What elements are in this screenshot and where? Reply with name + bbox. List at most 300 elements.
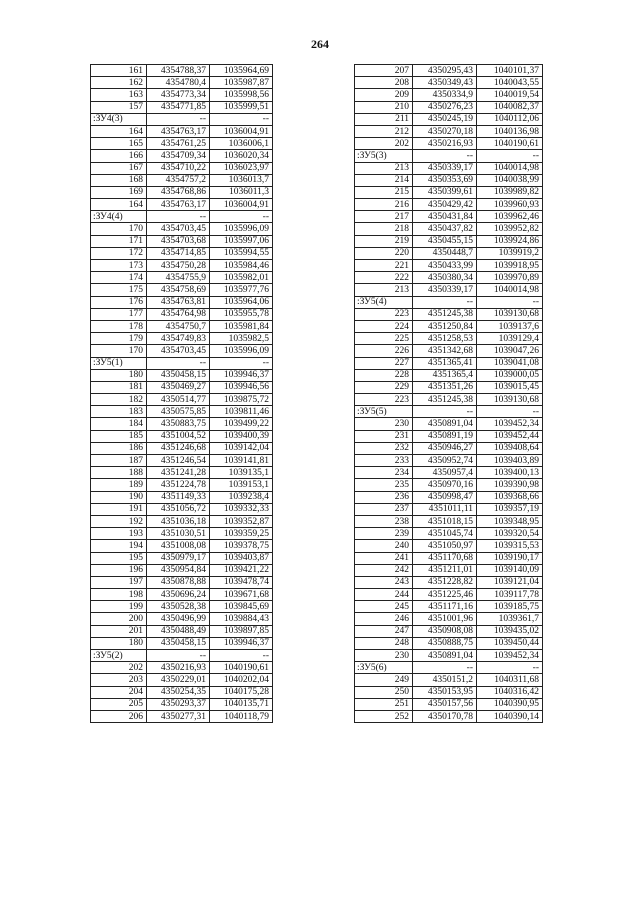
table-row — [91, 272, 273, 284]
table-row — [91, 223, 273, 235]
coordinate-x-cell: 4350431,84 — [413, 211, 477, 223]
coordinate-y-cell: -- — [210, 113, 273, 125]
table-row — [91, 686, 273, 698]
point-number-cell: 230 — [355, 418, 413, 430]
point-number-cell: 180 — [91, 637, 147, 649]
coordinate-y-cell: 1040202,04 — [210, 674, 273, 686]
table-row — [91, 89, 273, 101]
table-row — [355, 101, 543, 113]
coordinate-x-cell: 4351245,38 — [413, 394, 477, 406]
coordinate-x-cell: 4350883,75 — [147, 418, 210, 430]
coordinate-x-cell: -- — [147, 357, 210, 369]
coordinate-y-cell: 1039352,87 — [210, 515, 273, 527]
point-number-cell: 244 — [355, 589, 413, 601]
coordinate-x-cell: 4350339,17 — [413, 284, 477, 296]
point-number-cell: 196 — [91, 564, 147, 576]
coordinate-x-cell: 4354771,85 — [147, 101, 210, 113]
coordinate-y-cell: 1039403,89 — [477, 455, 543, 467]
parcel-label-cell: :ЗУ5(5) — [355, 406, 413, 418]
point-number-cell: 178 — [91, 320, 147, 332]
table-row — [91, 284, 273, 296]
table-row — [355, 394, 543, 406]
point-number-cell: 188 — [91, 467, 147, 479]
table-row — [91, 381, 273, 393]
coordinates-table-right-body — [355, 65, 543, 723]
section-header-row — [91, 113, 273, 125]
coordinate-x-cell: 4350437,82 — [413, 223, 477, 235]
table-row — [91, 564, 273, 576]
coordinate-y-cell: 1039378,75 — [210, 540, 273, 552]
coordinate-x-cell: 4350455,15 — [413, 235, 477, 247]
coordinate-y-cell: 1040390,14 — [477, 710, 543, 722]
table-row — [91, 479, 273, 491]
point-number-cell: 199 — [91, 601, 147, 613]
point-number-cell: 221 — [355, 260, 413, 272]
coordinate-y-cell: 1039897,85 — [210, 625, 273, 637]
coordinate-x-cell: 4350458,15 — [147, 369, 210, 381]
coordinate-y-cell: 1040038,99 — [477, 174, 543, 186]
point-number-cell: 168 — [91, 174, 147, 186]
point-number-cell: 216 — [355, 199, 413, 211]
point-number-cell: 163 — [91, 89, 147, 101]
point-number-cell: 175 — [91, 284, 147, 296]
point-number-cell: 239 — [355, 528, 413, 540]
table-row — [91, 308, 273, 320]
coordinate-x-cell: 4350270,18 — [413, 125, 477, 137]
coordinate-x-cell: 4350353,69 — [413, 174, 477, 186]
table-row — [355, 491, 543, 503]
coordinate-x-cell: 4354755,9 — [147, 272, 210, 284]
point-number-cell: 224 — [355, 320, 413, 332]
point-number-cell: 166 — [91, 150, 147, 162]
coordinate-x-cell: 4351170,68 — [413, 552, 477, 564]
coordinate-y-cell: 1039238,4 — [210, 491, 273, 503]
coordinate-y-cell: 1039047,26 — [477, 345, 543, 357]
point-number-cell: 252 — [355, 710, 413, 722]
coordinate-y-cell: 1039390,98 — [477, 479, 543, 491]
table-row — [355, 540, 543, 552]
table-row — [355, 77, 543, 89]
coordinate-y-cell: 1040136,98 — [477, 125, 543, 137]
point-number-cell: 246 — [355, 613, 413, 625]
table-row — [91, 369, 273, 381]
point-number-cell: 243 — [355, 576, 413, 588]
coordinate-x-cell: 4351258,53 — [413, 333, 477, 345]
coordinate-y-cell: 1040311,68 — [477, 674, 543, 686]
coordinate-y-cell: 1036004,91 — [210, 199, 273, 211]
coordinate-x-cell: 4350458,15 — [147, 637, 210, 649]
coordinate-x-cell: 4350153,95 — [413, 686, 477, 698]
table-row — [355, 199, 543, 211]
table-row — [91, 333, 273, 345]
coordinate-y-cell: 1039135,1 — [210, 467, 273, 479]
coordinate-x-cell: 4350216,93 — [413, 138, 477, 150]
coordinate-x-cell: 4350380,34 — [413, 272, 477, 284]
table-row — [91, 199, 273, 211]
coordinate-x-cell: 4351365,4 — [413, 369, 477, 381]
point-number-cell: 206 — [91, 710, 147, 722]
table-row — [355, 589, 543, 601]
coordinate-x-cell: -- — [147, 211, 210, 223]
table-row — [355, 552, 543, 564]
table-row — [91, 540, 273, 552]
point-number-cell: 226 — [355, 345, 413, 357]
coordinate-y-cell: 1035964,69 — [210, 65, 273, 77]
point-number-cell: 170 — [91, 345, 147, 357]
table-row — [355, 186, 543, 198]
table-row — [91, 394, 273, 406]
parcel-label-cell: :ЗУ5(4) — [355, 296, 413, 308]
coordinate-x-cell: -- — [413, 296, 477, 308]
table-row — [91, 260, 273, 272]
table-row — [355, 357, 543, 369]
coordinate-x-cell: 4350151,2 — [413, 674, 477, 686]
table-row — [355, 442, 543, 454]
coordinate-y-cell: 1039960,93 — [477, 199, 543, 211]
point-number-cell: 231 — [355, 430, 413, 442]
point-number-cell: 172 — [91, 247, 147, 259]
coordinate-y-cell: 1039320,54 — [477, 528, 543, 540]
table-row — [355, 138, 543, 150]
table-row — [355, 113, 543, 125]
coordinate-x-cell: 4350245,19 — [413, 113, 477, 125]
table-row — [91, 77, 273, 89]
coordinate-y-cell: 1039952,82 — [477, 223, 543, 235]
coordinate-y-cell: -- — [477, 662, 543, 674]
point-number-cell: 247 — [355, 625, 413, 637]
table-row — [91, 710, 273, 722]
coordinate-y-cell: 1040118,79 — [210, 710, 273, 722]
point-number-cell: 230 — [355, 650, 413, 662]
coordinate-x-cell: 4350469,27 — [147, 381, 210, 393]
table-row — [91, 625, 273, 637]
coordinate-y-cell: 1039450,44 — [477, 637, 543, 649]
coordinate-x-cell: 4350334,9 — [413, 89, 477, 101]
coordinate-x-cell: 4350970,16 — [413, 479, 477, 491]
table-row — [355, 564, 543, 576]
point-number-cell: 182 — [91, 394, 147, 406]
coordinate-x-cell: 4354709,34 — [147, 150, 210, 162]
table-row — [355, 162, 543, 174]
point-number-cell: 222 — [355, 272, 413, 284]
table-row — [355, 503, 543, 515]
table-row — [355, 345, 543, 357]
point-number-cell: 193 — [91, 528, 147, 540]
parcel-label-cell: :ЗУ5(6) — [355, 662, 413, 674]
coordinate-x-cell: 4350954,84 — [147, 564, 210, 576]
coordinate-y-cell: 1040316,42 — [477, 686, 543, 698]
coordinate-x-cell: 4351056,72 — [147, 503, 210, 515]
point-number-cell: 157 — [91, 101, 147, 113]
coordinate-y-cell: 1035996,09 — [210, 223, 273, 235]
table-row — [91, 101, 273, 113]
table-row — [355, 686, 543, 698]
table-row — [91, 503, 273, 515]
coordinate-y-cell: 1039671,68 — [210, 589, 273, 601]
coordinate-x-cell: 4351250,84 — [413, 320, 477, 332]
coordinate-x-cell: 4350891,19 — [413, 430, 477, 442]
coordinate-y-cell: 1039400,13 — [477, 467, 543, 479]
coordinate-y-cell: 1036006,1 — [210, 138, 273, 150]
table-row — [355, 576, 543, 588]
coordinate-x-cell: 4351001,96 — [413, 613, 477, 625]
coordinate-y-cell: 1039361,7 — [477, 613, 543, 625]
table-row — [91, 345, 273, 357]
table-row — [355, 174, 543, 186]
point-number-cell: 201 — [91, 625, 147, 637]
point-number-cell: 190 — [91, 491, 147, 503]
point-number-cell: 235 — [355, 479, 413, 491]
table-row — [91, 528, 273, 540]
table-row — [91, 296, 273, 308]
table-row — [355, 369, 543, 381]
point-number-cell: 219 — [355, 235, 413, 247]
coordinate-y-cell: 1035981,84 — [210, 320, 273, 332]
point-number-cell: 223 — [355, 394, 413, 406]
point-number-cell: 195 — [91, 552, 147, 564]
point-number-cell: 192 — [91, 515, 147, 527]
coordinate-x-cell: 4351342,68 — [413, 345, 477, 357]
point-number-cell: 225 — [355, 333, 413, 345]
parcel-label-cell: :ЗУ5(2) — [91, 650, 147, 662]
coordinate-x-cell: 4354750,7 — [147, 320, 210, 332]
table-row — [91, 455, 273, 467]
coordinate-x-cell: -- — [147, 113, 210, 125]
table-row — [355, 698, 543, 710]
section-header-row — [355, 296, 543, 308]
point-number-cell: 198 — [91, 589, 147, 601]
table-row — [91, 491, 273, 503]
section-header-row — [91, 357, 273, 369]
point-number-cell: 229 — [355, 381, 413, 393]
point-number-cell: 250 — [355, 686, 413, 698]
coordinate-x-cell: 4350276,23 — [413, 101, 477, 113]
coordinate-y-cell: 1039137,6 — [477, 320, 543, 332]
coordinate-y-cell: 1039153,1 — [210, 479, 273, 491]
coordinate-y-cell: 1039140,09 — [477, 564, 543, 576]
coordinate-x-cell: 4351246,54 — [147, 455, 210, 467]
point-number-cell: 200 — [91, 613, 147, 625]
point-number-cell: 214 — [355, 174, 413, 186]
table-row — [91, 138, 273, 150]
section-header-row — [355, 150, 543, 162]
coordinate-y-cell: 1040014,98 — [477, 284, 543, 296]
coordinate-y-cell: 1040019,54 — [477, 89, 543, 101]
point-number-cell: 213 — [355, 284, 413, 296]
point-number-cell: 205 — [91, 698, 147, 710]
coordinate-x-cell: 4350293,37 — [147, 698, 210, 710]
coordinate-x-cell: 4350952,74 — [413, 455, 477, 467]
coordinate-x-cell: 4351045,74 — [413, 528, 477, 540]
point-number-cell: 165 — [91, 138, 147, 150]
point-number-cell: 223 — [355, 308, 413, 320]
coordinate-y-cell: 1039919,2 — [477, 247, 543, 259]
table-row — [91, 467, 273, 479]
coordinate-y-cell: 1040101,37 — [477, 65, 543, 77]
coordinates-table-left — [90, 64, 273, 723]
coordinate-y-cell: 1039989,82 — [477, 186, 543, 198]
table-row — [355, 625, 543, 637]
parcel-label-cell: :ЗУ5(1) — [91, 357, 147, 369]
point-number-cell: 236 — [355, 491, 413, 503]
table-row — [355, 515, 543, 527]
table-row — [91, 662, 273, 674]
coordinate-x-cell: 4354714,85 — [147, 247, 210, 259]
coordinate-y-cell: 1039130,68 — [477, 308, 543, 320]
table-row — [355, 613, 543, 625]
point-number-cell: 167 — [91, 162, 147, 174]
coordinate-y-cell: 1039452,44 — [477, 430, 543, 442]
coordinate-x-cell: -- — [413, 662, 477, 674]
coordinate-y-cell: 1039015,45 — [477, 381, 543, 393]
coordinate-y-cell: -- — [210, 211, 273, 223]
point-number-cell: 191 — [91, 503, 147, 515]
table-row — [355, 528, 543, 540]
point-number-cell: 179 — [91, 333, 147, 345]
coordinate-y-cell: 1039452,34 — [477, 650, 543, 662]
table-row — [91, 698, 273, 710]
table-row — [91, 674, 273, 686]
coordinate-x-cell: 4354763,81 — [147, 296, 210, 308]
coordinate-y-cell: 1035999,51 — [210, 101, 273, 113]
point-number-cell: 237 — [355, 503, 413, 515]
coordinate-y-cell: 1039811,46 — [210, 406, 273, 418]
coordinate-y-cell: 1039875,72 — [210, 394, 273, 406]
coordinate-y-cell: 1039357,19 — [477, 503, 543, 515]
coordinate-y-cell: 1039117,78 — [477, 589, 543, 601]
table-row — [91, 186, 273, 198]
coordinate-y-cell: 1035987,87 — [210, 77, 273, 89]
coordinate-y-cell: 1039918,95 — [477, 260, 543, 272]
coordinate-y-cell: 1035982,5 — [210, 333, 273, 345]
point-number-cell: 212 — [355, 125, 413, 137]
point-number-cell: 184 — [91, 418, 147, 430]
point-number-cell: 209 — [355, 89, 413, 101]
coordinate-x-cell: -- — [413, 150, 477, 162]
point-number-cell: 202 — [355, 138, 413, 150]
coordinate-y-cell: 1039435,02 — [477, 625, 543, 637]
point-number-cell: 176 — [91, 296, 147, 308]
coordinate-y-cell: 1035997,06 — [210, 235, 273, 247]
coordinate-x-cell: 4351149,33 — [147, 491, 210, 503]
parcel-label-cell: :ЗУ4(4) — [91, 211, 147, 223]
coordinate-y-cell: 1035977,76 — [210, 284, 273, 296]
point-number-cell: 187 — [91, 455, 147, 467]
coordinate-y-cell: 1035982,01 — [210, 272, 273, 284]
coordinate-x-cell: 4354768,86 — [147, 186, 210, 198]
section-header-row — [355, 406, 543, 418]
coordinate-y-cell: 1035955,78 — [210, 308, 273, 320]
table-row — [355, 320, 543, 332]
coordinate-x-cell: 4350277,31 — [147, 710, 210, 722]
coordinates-table-left-body — [91, 65, 273, 723]
point-number-cell: 202 — [91, 662, 147, 674]
coordinate-x-cell: 4350349,43 — [413, 77, 477, 89]
coordinate-x-cell: 4354763,17 — [147, 125, 210, 137]
coordinate-y-cell: 1035996,09 — [210, 345, 273, 357]
coordinate-y-cell: 1040135,71 — [210, 698, 273, 710]
table-row — [355, 601, 543, 613]
coordinate-y-cell: 1039400,39 — [210, 430, 273, 442]
coordinate-y-cell: 1039190,17 — [477, 552, 543, 564]
point-number-cell: 173 — [91, 260, 147, 272]
coordinate-x-cell: 4351171,16 — [413, 601, 477, 613]
coordinate-y-cell: 1036020,34 — [210, 150, 273, 162]
coordinate-y-cell: 1036011,3 — [210, 186, 273, 198]
coordinate-y-cell: 1039130,68 — [477, 394, 543, 406]
coordinate-y-cell: 1039141,81 — [210, 455, 273, 467]
table-row — [91, 150, 273, 162]
coordinate-y-cell: 1039348,95 — [477, 515, 543, 527]
point-number-cell: 204 — [91, 686, 147, 698]
coordinate-y-cell: 1039845,69 — [210, 601, 273, 613]
coordinate-x-cell: 4350891,04 — [413, 650, 477, 662]
coordinate-x-cell: 4354788,37 — [147, 65, 210, 77]
table-row — [355, 247, 543, 259]
coordinate-x-cell: 4350946,27 — [413, 442, 477, 454]
coordinate-x-cell: 4351004,52 — [147, 430, 210, 442]
point-number-cell: 245 — [355, 601, 413, 613]
point-number-cell: 232 — [355, 442, 413, 454]
coordinate-x-cell: 4354780,4 — [147, 77, 210, 89]
point-number-cell: 189 — [91, 479, 147, 491]
coordinate-y-cell: 1039884,43 — [210, 613, 273, 625]
coordinate-x-cell: 4354703,45 — [147, 345, 210, 357]
coordinate-x-cell: 4351365,41 — [413, 357, 477, 369]
point-number-cell: 161 — [91, 65, 147, 77]
coordinate-y-cell: 1039946,37 — [210, 369, 273, 381]
point-number-cell: 251 — [355, 698, 413, 710]
table-row — [355, 637, 543, 649]
point-number-cell: 180 — [91, 369, 147, 381]
coordinate-x-cell: 4354764,98 — [147, 308, 210, 320]
coordinate-y-cell: 1039946,37 — [210, 637, 273, 649]
coordinate-x-cell: 4350448,7 — [413, 247, 477, 259]
coordinate-x-cell: 4351036,18 — [147, 515, 210, 527]
table-row — [355, 418, 543, 430]
coordinate-y-cell: 1036004,91 — [210, 125, 273, 137]
table-row — [91, 637, 273, 649]
table-row — [355, 272, 543, 284]
coordinate-y-cell: 1039452,34 — [477, 418, 543, 430]
point-number-cell: 177 — [91, 308, 147, 320]
coordinate-x-cell: 4351030,51 — [147, 528, 210, 540]
point-number-cell: 197 — [91, 576, 147, 588]
coordinate-x-cell: 4354773,34 — [147, 89, 210, 101]
point-number-cell: 169 — [91, 186, 147, 198]
point-number-cell: 228 — [355, 369, 413, 381]
coordinate-y-cell: 1040112,06 — [477, 113, 543, 125]
coordinate-x-cell: 4350488,49 — [147, 625, 210, 637]
coordinate-y-cell: 1039041,08 — [477, 357, 543, 369]
coordinate-x-cell: 4351246,68 — [147, 442, 210, 454]
table-row — [355, 89, 543, 101]
coordinate-y-cell: 1036013,7 — [210, 174, 273, 186]
point-number-cell: 207 — [355, 65, 413, 77]
table-row — [355, 211, 543, 223]
coordinate-x-cell: 4350979,17 — [147, 552, 210, 564]
coordinate-y-cell: 1039499,22 — [210, 418, 273, 430]
coordinate-y-cell: 1039924,86 — [477, 235, 543, 247]
coordinate-x-cell: 4350908,08 — [413, 625, 477, 637]
table-row — [355, 650, 543, 662]
coordinate-y-cell: 1039142,04 — [210, 442, 273, 454]
coordinate-x-cell: -- — [147, 650, 210, 662]
coordinate-y-cell: 1040082,37 — [477, 101, 543, 113]
section-header-row — [91, 211, 273, 223]
coordinate-x-cell: 4350216,93 — [147, 662, 210, 674]
coordinate-y-cell: -- — [477, 406, 543, 418]
